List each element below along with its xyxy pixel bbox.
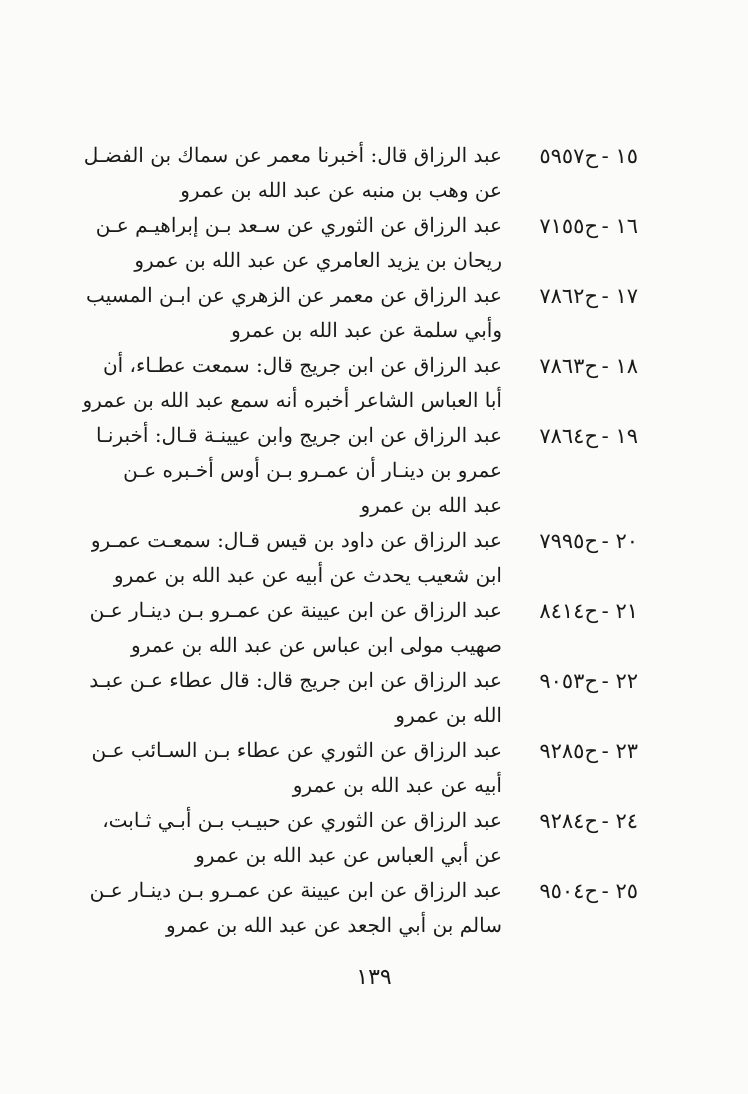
hadith-reference: ح٧٨٦٣ — [539, 354, 598, 378]
entry-number: ٢٤ - — [601, 809, 638, 833]
hadith-reference: ح٩٥٠٤ — [539, 879, 598, 903]
list-item — [83, 138, 638, 208]
hadith-reference: ح٧٩٩٥ — [539, 529, 598, 553]
entry-number: ٢٥ - — [601, 879, 638, 903]
isnad-line: عبد الرزاق عن ابن عيينة عن عمـرو بـن دينـار عـن — [89, 598, 502, 622]
entry-number: ١٧ - — [601, 284, 638, 308]
entry-number: ٢٠ - — [601, 529, 638, 553]
hadith-reference: ح٧٨٦٢ — [539, 284, 598, 308]
list-item — [95, 208, 638, 278]
list-item — [90, 523, 638, 593]
isnad-line: ريحان بن يزيد العامري عن عبد الله بن عمرو — [134, 248, 502, 272]
entry-number: ١٥ - — [601, 144, 638, 168]
list-item — [89, 663, 638, 733]
isnad-text — [89, 663, 502, 733]
isnad-line: عبد الرزاق عن الثوري عن سـعد بـن إبراهيـم عـن — [95, 213, 502, 237]
entry-number: ٢٢ - — [601, 669, 638, 693]
isnad-line: عبد الرزاق عن معمر عن الزهري عن ابـن المسيب — [85, 283, 502, 307]
isnad-text — [84, 138, 502, 208]
isnad-line: الله بن عمرو — [395, 703, 502, 727]
hadith-reference: ح٧٨٦٤ — [539, 424, 598, 448]
isnad-line: أبا العباس الشاعر أخبره أنه سمع عبد الله بن عمرو — [82, 388, 502, 412]
isnad-line: صهيب مولى ابن عباس عن عبد الله بن عمرو — [131, 633, 502, 657]
isnad-line: عمرو بن دينـار أن عمـرو بـن أوس أخـبره عـن — [123, 458, 502, 482]
list-item — [89, 873, 638, 943]
isnad-line: أبيه عن عبد الله بن عمرو — [292, 773, 502, 797]
list-item — [82, 348, 638, 418]
entry-number: ١٩ - — [601, 424, 638, 448]
isnad-text — [96, 208, 502, 278]
isnad-line: عن أبي العباس عن عبد الله بن عمرو — [195, 843, 502, 867]
isnad-line: عبد الرزاق عن ابن عيينة عن عمـرو بـن دينـار عـن — [89, 878, 502, 902]
isnad-text — [86, 278, 502, 348]
isnad-line: عن وهب بن منبه عن عبد الله بن عمرو — [180, 178, 502, 202]
list-item — [95, 418, 638, 523]
entry-number: ١٨ - — [601, 354, 638, 378]
isnad-text — [91, 733, 502, 803]
page-number: ١٣٩ — [356, 965, 392, 990]
hadith-reference: ح٥٩٥٧ — [539, 144, 598, 168]
isnad-line: عبد الرزاق عن الثوري عن حبيـب بـن أبـي ثـابت، — [102, 808, 502, 832]
isnad-line: ابن شعيب يحدث عن أبيه عن عبد الله بن عمرو — [113, 563, 502, 587]
list-item — [91, 733, 638, 803]
list-item — [85, 278, 638, 348]
isnad-text — [91, 523, 502, 593]
isnad-text — [96, 418, 502, 523]
entry-number: ٢٣ - — [601, 739, 638, 763]
hadith-reference: ح٩٢٨٥ — [539, 739, 598, 763]
isnad-text — [90, 593, 502, 663]
isnad-line: عبد الله بن عمرو — [360, 493, 502, 517]
isnad-line: وأبي سلمة عن عبد الله بن عمرو — [231, 318, 502, 342]
isnad-line: عبد الرزاق عن ابن جريج قال: سمعت عطـاء، أن — [102, 353, 502, 377]
isnad-line: عبد الرزاق عن الثوري عن عطاء بـن السـائب عـن — [91, 738, 502, 762]
hadith-reference: ح٧١٥٥ — [539, 214, 598, 238]
entry-number: ٢١ - — [601, 599, 638, 623]
isnad-line: عبد الرزاق قال: أخبرنا معمر عن سماك بن الفضـل — [83, 143, 502, 167]
isnad-line: عبد الرزاق عن داود بن قيس قـال: سمعـت عمـرو — [90, 528, 502, 552]
isnad-line: عبد الرزاق عن ابن جريج قال: قال عطاء عـن عبـد — [89, 668, 502, 692]
hadith-reference: ح٩٠٥٣ — [539, 669, 598, 693]
isnad-text — [82, 348, 502, 418]
hadith-chain-list — [82, 138, 638, 943]
isnad-line: سالم بن أبي الجعد عن عبد الله بن عمرو — [165, 913, 502, 937]
entry-number: ١٦ - — [601, 214, 638, 238]
hadith-reference: ح٩٢٨٤ — [539, 809, 598, 833]
isnad-text — [100, 803, 502, 873]
isnad-line: عبد الرزاق عن ابن جريج وابن عيينـة قـال: أخبرنـا — [95, 423, 502, 447]
isnad-text — [90, 873, 502, 943]
list-item — [89, 593, 638, 663]
list-item — [100, 803, 638, 873]
hadith-reference: ح٨٤١٤ — [539, 599, 598, 623]
